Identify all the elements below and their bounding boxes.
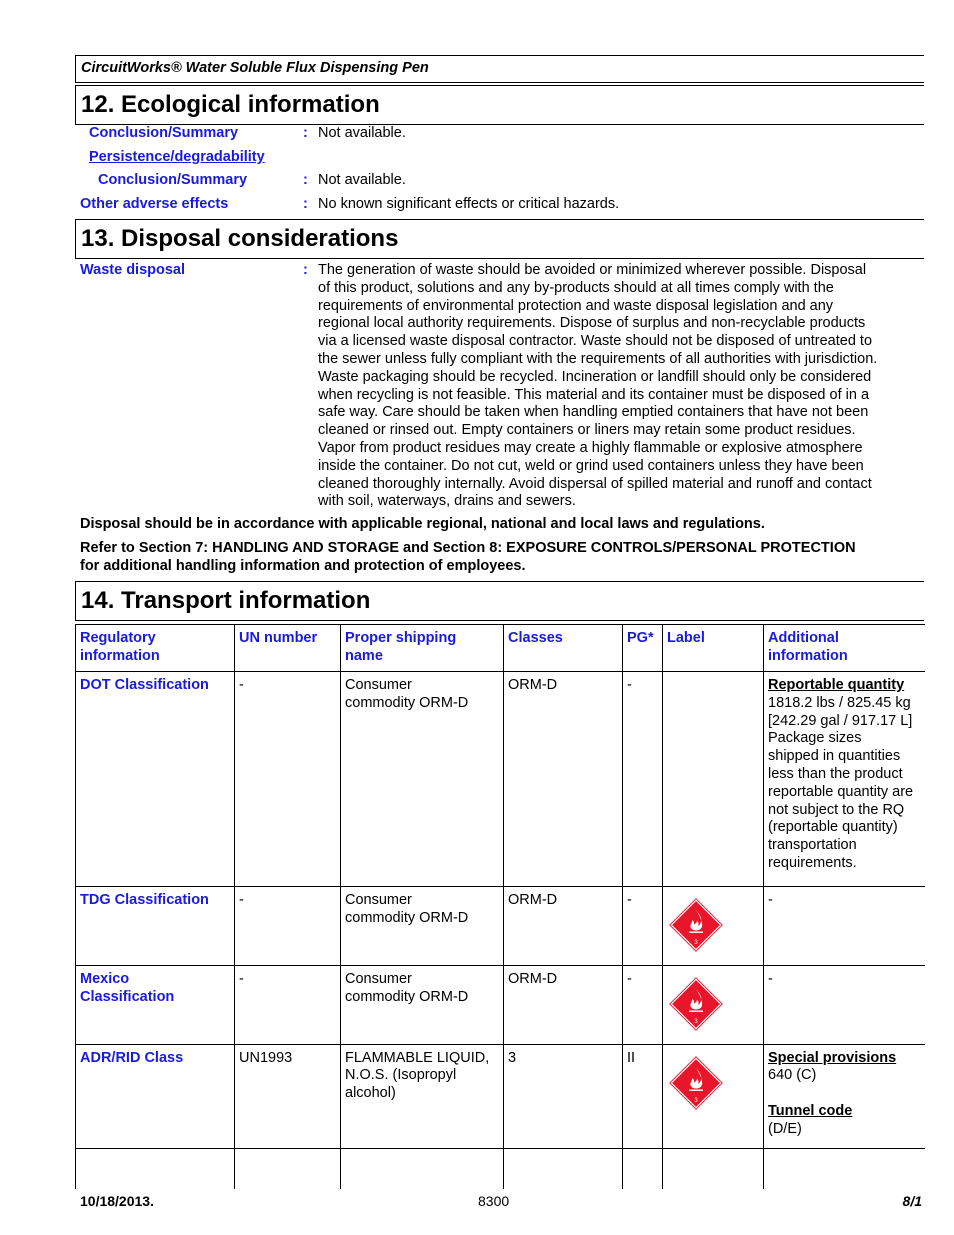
mexico-shipping <box>341 965 504 1044</box>
tdg-additional: - <box>764 887 925 966</box>
mexico-pg: - <box>623 965 663 1044</box>
waste-disposal-text <box>318 262 877 511</box>
reportable-quantity-line: Package sizes <box>768 730 862 747</box>
svg-text:3: 3 <box>694 940 698 946</box>
adr-un: UN1993 <box>235 1044 341 1148</box>
other-effects-label: Other adverse effects <box>80 196 229 212</box>
tdg-un: - <box>235 887 341 966</box>
mexico-label <box>76 965 235 1044</box>
waste-disposal-line: safe way. Care should be taken when handling emptied containers that have not been <box>318 404 869 421</box>
waste-disposal-line: cleaned or rinsed out. Empty containers or liners may retain some product residues. <box>318 422 856 439</box>
reportable-quantity-text <box>768 695 921 873</box>
reportable-quantity-line: 1818.2 lbs / 825.45 kg <box>768 694 911 711</box>
mexico-classes: ORM-D <box>504 965 623 1044</box>
refer-note-line-2: for additional handling information and protection of employees. <box>80 558 526 574</box>
adr-additional <box>764 1044 925 1148</box>
adr-label-cell <box>663 1044 764 1148</box>
tdg-pg: - <box>623 887 663 966</box>
reportable-quantity-heading: Reportable quantity <box>768 677 905 693</box>
section-13-title-text: 13. Disposal considerations <box>81 225 399 252</box>
header-label: Label <box>663 625 764 672</box>
header-classes: Classes <box>504 625 623 672</box>
dot-shipping-l2: commodity ORM-D <box>345 694 469 711</box>
adr-shipping-l3: alcohol) <box>345 1085 396 1102</box>
header-additional-l2: information <box>768 647 848 664</box>
adr-label: ADR/RID Class <box>76 1044 235 1148</box>
dot-label-cell <box>663 672 764 887</box>
adr-shipping-l1: FLAMMABLE LIQUID, <box>345 1049 490 1066</box>
dot-shipping <box>341 672 504 887</box>
section-12-title-text: 12. Ecological information <box>81 91 380 118</box>
waste-disposal-line: when recycling is not feasible. This material and its container must be disposed of in a <box>318 386 870 403</box>
section-13-title <box>75 219 924 259</box>
mexico-label-cell <box>663 965 764 1044</box>
reportable-quantity-line: not subject to the RQ <box>768 801 905 818</box>
tdg-shipping-l2: commodity ORM-D <box>345 909 469 926</box>
adr-row <box>76 1044 925 1148</box>
header-pg: PG* <box>623 625 663 672</box>
refer-note-line-1: Refer to Section 7: HANDLING AND STORAGE and Section 8: EXPOSURE CONTROLS/PERSONAL PROTECTION <box>80 540 856 556</box>
colon: : <box>303 196 308 212</box>
waste-disposal-line: of this product, solutions and any by-products should at all times comply with the <box>318 279 834 296</box>
svg-text:3: 3 <box>694 1018 698 1025</box>
mexico-label-l2: Classification <box>80 988 175 1005</box>
waste-disposal-label: Waste disposal <box>80 262 186 278</box>
tdg-shipping <box>341 887 504 966</box>
product-name: CircuitWorks® Water Soluble Flux Dispensing Pen <box>81 60 429 76</box>
section-14-title-text: 14. Transport information <box>81 587 371 614</box>
waste-disposal-line: The generation of waste should be avoided or minimized wherever possible. Disposal <box>318 262 867 278</box>
waste-disposal-line: requirements of environmental protection and waste disposal legislation and any <box>318 297 834 314</box>
sds-page <box>75 55 924 1137</box>
footer-date: 10/18/2013. <box>80 1193 154 1209</box>
header-regulatory-l1: Regulatory <box>80 630 156 646</box>
waste-disposal-line: with soil, waterways, drains and sewers. <box>318 493 576 510</box>
reportable-quantity-line: less than the product <box>768 765 903 782</box>
tdg-row <box>76 887 925 966</box>
reportable-quantity-line: [242.29 gal / 917.17 L] <box>768 712 913 729</box>
special-provisions-heading: Special provisions <box>768 1049 897 1066</box>
header-shipping-name <box>341 625 504 672</box>
footer-page-number: 8/1 <box>902 1193 922 1209</box>
reportable-quantity-line: shipped in quantities <box>768 748 901 765</box>
tunnel-code-heading: Tunnel code <box>768 1103 853 1120</box>
dot-pg: - <box>623 672 663 887</box>
colon: : <box>303 262 308 278</box>
tunnel-code-value: (D/E) <box>768 1120 802 1137</box>
persistence-conclusion-value: Not available. <box>318 172 406 188</box>
eco-conclusion-label: Conclusion/Summary <box>89 125 239 141</box>
tdg-label: TDG Classification <box>76 887 235 966</box>
header-additional-l1: Additional <box>768 630 839 646</box>
tdg-shipping-l1: Consumer <box>345 892 412 908</box>
waste-disposal-line: Vapor from product residues may create a highly flammable or explosive atmosphere <box>318 439 863 456</box>
mexico-label-l1: Mexico <box>80 970 130 987</box>
reportable-quantity-line: (reportable quantity) <box>768 819 898 836</box>
empty-cell <box>235 1148 341 1189</box>
adr-shipping <box>341 1044 504 1148</box>
mexico-shipping-l2: commodity ORM-D <box>345 988 469 1005</box>
reportable-quantity-line: requirements. <box>768 854 857 871</box>
waste-disposal-line: inside the container. Do not cut, weld or grind used containers unless they have been <box>318 457 864 474</box>
section-14-title <box>75 581 924 621</box>
disposal-note: Disposal should be in accordance with applicable regional, national and local laws and regulations. <box>80 516 765 532</box>
dot-label: DOT Classification <box>76 672 235 887</box>
other-effects-value: No known significant effects or critical hazards. <box>318 196 620 212</box>
header-regulatory <box>76 625 235 672</box>
eco-conclusion-value: Not available. <box>318 125 406 141</box>
waste-disposal-line: the sewer unless fully compliant with the requirements of all authorities with jurisdiction. <box>318 350 878 367</box>
flammable-liquid-diamond-icon <box>667 975 759 1039</box>
waste-disposal-line: regional local authority requirements. Dispose of surplus and non-recyclable products <box>318 315 866 332</box>
persistence-label: Persistence/degradability <box>89 149 265 165</box>
refer-note <box>80 539 920 575</box>
footer-code: 8300 <box>478 1193 510 1209</box>
mexico-shipping-l1: Consumer <box>345 970 412 987</box>
header-regulatory-l2: information <box>80 647 160 664</box>
header-un-number: UN number <box>235 625 341 672</box>
persistence-conclusion-label: Conclusion/Summary <box>98 172 248 188</box>
dot-additional <box>764 672 925 887</box>
svg-text:3: 3 <box>694 1097 698 1104</box>
flammable-liquid-diamond-icon <box>667 896 759 960</box>
colon: : <box>303 172 308 188</box>
colon: : <box>303 125 308 141</box>
mexico-un: - <box>235 965 341 1044</box>
empty-cell <box>76 1148 235 1189</box>
section-12-title <box>75 85 924 125</box>
waste-disposal-line: via a licensed waste disposal contractor. Waste should not be disposed of untreated to <box>318 333 873 350</box>
waste-disposal-line: cleaned thoroughly internally. Avoid dispersal of spilled material and runoff and contact <box>318 475 872 492</box>
adr-shipping-l2: N.O.S. (Isopropyl <box>345 1067 457 1084</box>
empty-row <box>76 1148 925 1189</box>
tdg-label-cell <box>663 887 764 966</box>
reportable-quantity-line: reportable quantity are <box>768 783 914 800</box>
mexico-row <box>76 965 925 1044</box>
empty-cell <box>764 1148 925 1189</box>
empty-cell <box>623 1148 663 1189</box>
header-shipping-l1: Proper shipping <box>345 630 457 646</box>
dot-shipping-l1: Consumer <box>345 677 412 693</box>
special-provisions-value: 640 (C) <box>768 1067 817 1084</box>
empty-cell <box>341 1148 504 1189</box>
adr-pg: II <box>623 1044 663 1148</box>
adr-classes: 3 <box>504 1044 623 1148</box>
transport-header-row <box>76 625 925 672</box>
flammable-liquid-diamond-icon <box>667 1054 759 1118</box>
header-shipping-l2: name <box>345 647 383 664</box>
dot-un: - <box>235 672 341 887</box>
transport-table <box>75 624 925 1189</box>
reportable-quantity-line: transportation <box>768 837 857 854</box>
waste-disposal-line: Waste packaging should be recycled. Incineration or landfill should only be considered <box>318 368 872 385</box>
document-header <box>75 55 924 83</box>
mexico-additional: - <box>764 965 925 1044</box>
header-additional <box>764 625 925 672</box>
dot-row <box>76 672 925 887</box>
tdg-classes: ORM-D <box>504 887 623 966</box>
empty-cell <box>504 1148 623 1189</box>
dot-classes: ORM-D <box>504 672 623 887</box>
empty-cell <box>663 1148 764 1189</box>
